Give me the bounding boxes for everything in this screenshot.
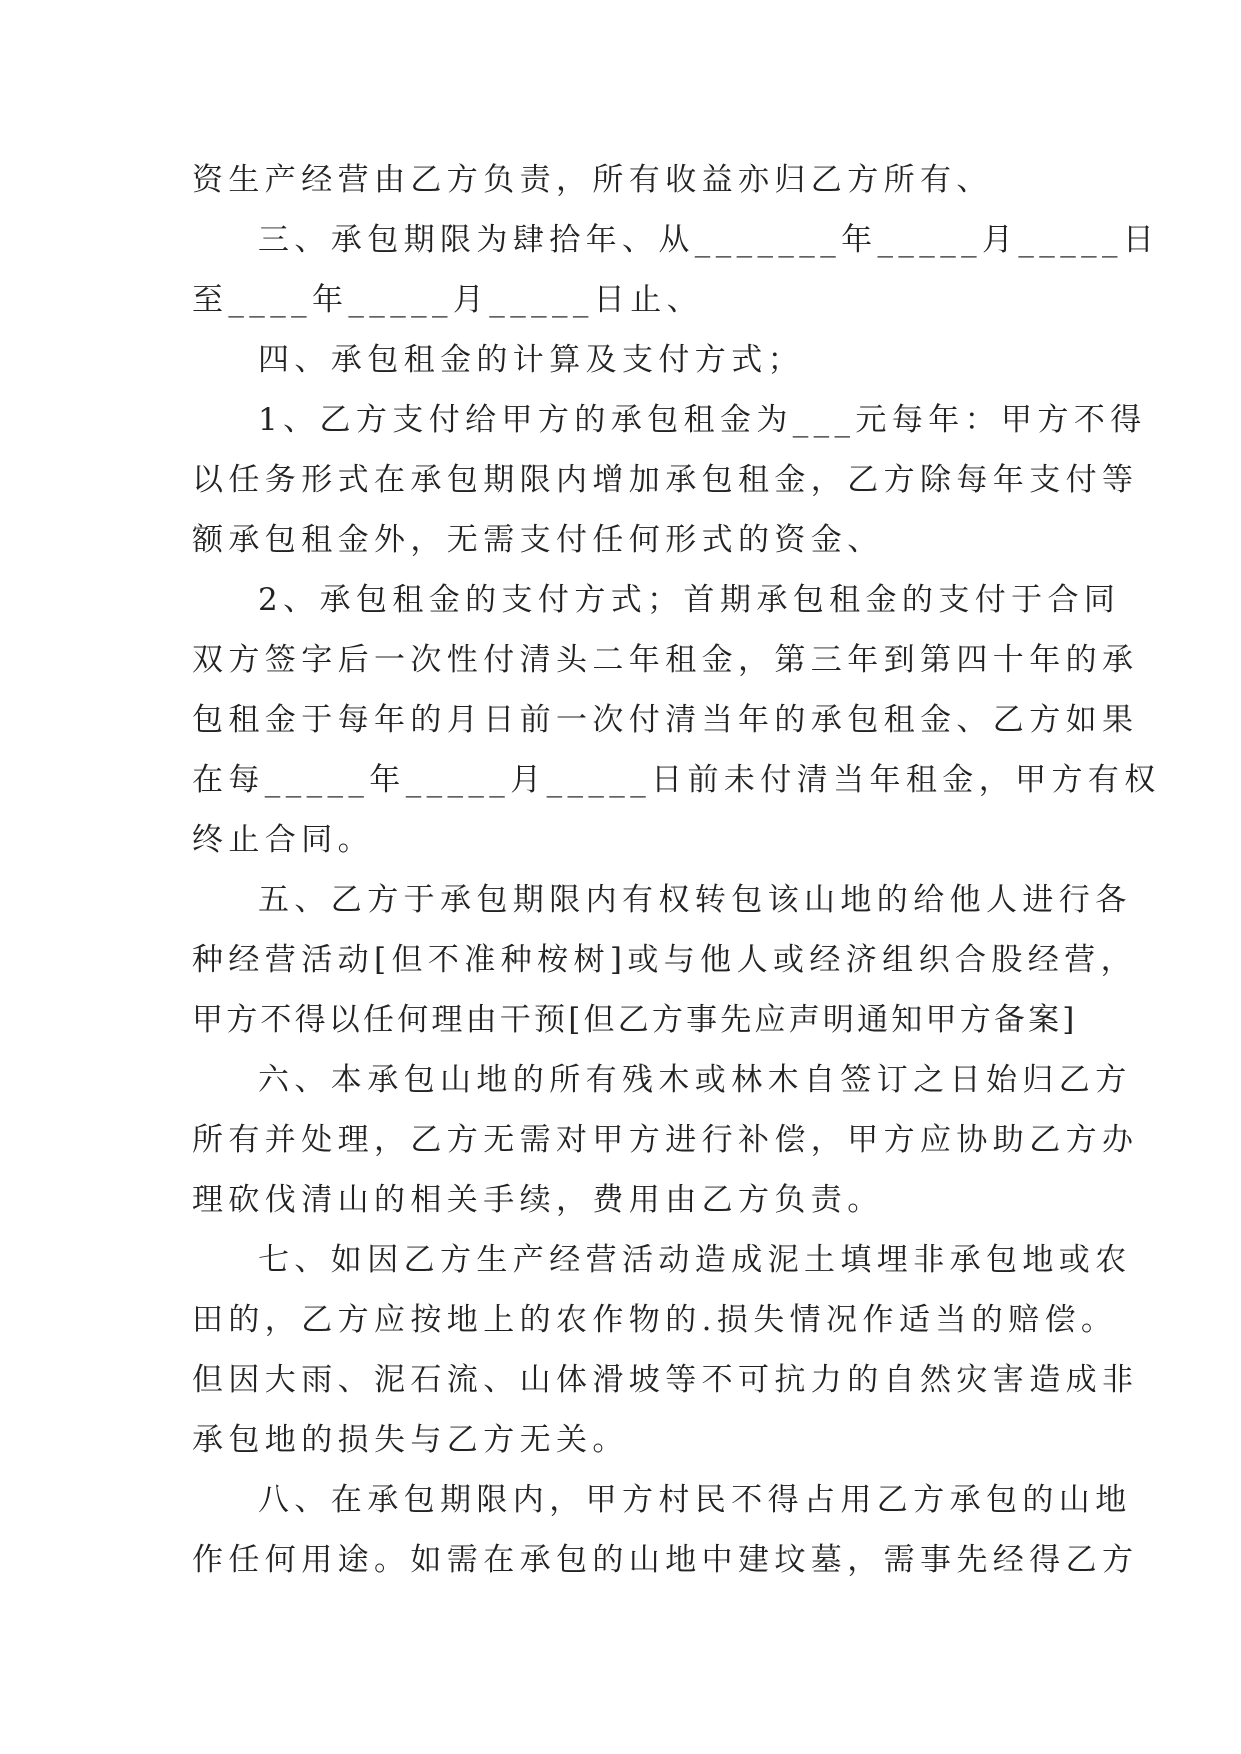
text-line: 终止合同。: [192, 822, 374, 858]
text-line: 三、承包期限为肆拾年、从_______年_____月_____日: [258, 222, 1160, 258]
text-line: 承包地的损失与乙方无关。: [192, 1422, 629, 1458]
text-line: 所有并处理，乙方无需对甲方进行补偿，甲方应协助乙方办: [192, 1122, 1139, 1158]
text-line: 田的，乙方应按地上的农作物的.损失情况作适当的赔偿。: [192, 1302, 1118, 1338]
text-line: 作任何用途。如需在承包的山地中建坟墓，需事先经得乙方: [192, 1542, 1139, 1578]
document-page: [192, 150, 1161, 1590]
text-line: 种经营活动[但不准种桉树]或与他人或经济组织合股经营，: [192, 942, 1137, 978]
text-line: 七、如因乙方生产经营活动造成泥土填埋非承包地或农: [258, 1242, 1132, 1278]
text-line: 五、乙方于承包期限内有权转包该山地的给他人进行各: [258, 882, 1132, 918]
text-line: 至____年_____月_____日止、: [192, 282, 703, 318]
text-line: 在每_____年_____月_____日前未付清当年租金，甲方有权: [192, 762, 1161, 798]
text-line: 八、在承包期限内，甲方村民不得占用乙方承包的山地: [258, 1482, 1132, 1518]
text-line: 额承包租金外，无需支付任何形式的资金、: [192, 522, 884, 558]
text-line: 四、承包租金的计算及支付方式；: [258, 342, 804, 378]
text-line: 理砍伐清山的相关手续，费用由乙方负责。: [192, 1182, 884, 1218]
text-line: 以任务形式在承包期限内增加承包租金，乙方除每年支付等: [192, 462, 1139, 498]
text-line: 2、承包租金的支付方式；首期承包租金的支付于合同: [258, 582, 1121, 618]
text-line: 六、本承包山地的所有残木或林木自签订之日始归乙方: [258, 1062, 1132, 1098]
text-line: 但因大雨、泥石流、山体滑坡等不可抗力的自然灾害造成非: [192, 1362, 1139, 1398]
text-line: 甲方不得以任何理由干预[但乙方事先应声明通知甲方备案]: [192, 1002, 1078, 1038]
text-line: 1、乙方支付给甲方的承包租金为___元每年：甲方不得: [258, 402, 1147, 438]
text-line: 双方签字后一次性付清头二年租金，第三年到第四十年的承: [192, 642, 1139, 678]
text-line: 包租金于每年的月日前一次付清当年的承包租金、乙方如果: [192, 702, 1139, 738]
text-line: 资生产经营由乙方负责，所有收益亦归乙方所有、: [192, 162, 993, 198]
